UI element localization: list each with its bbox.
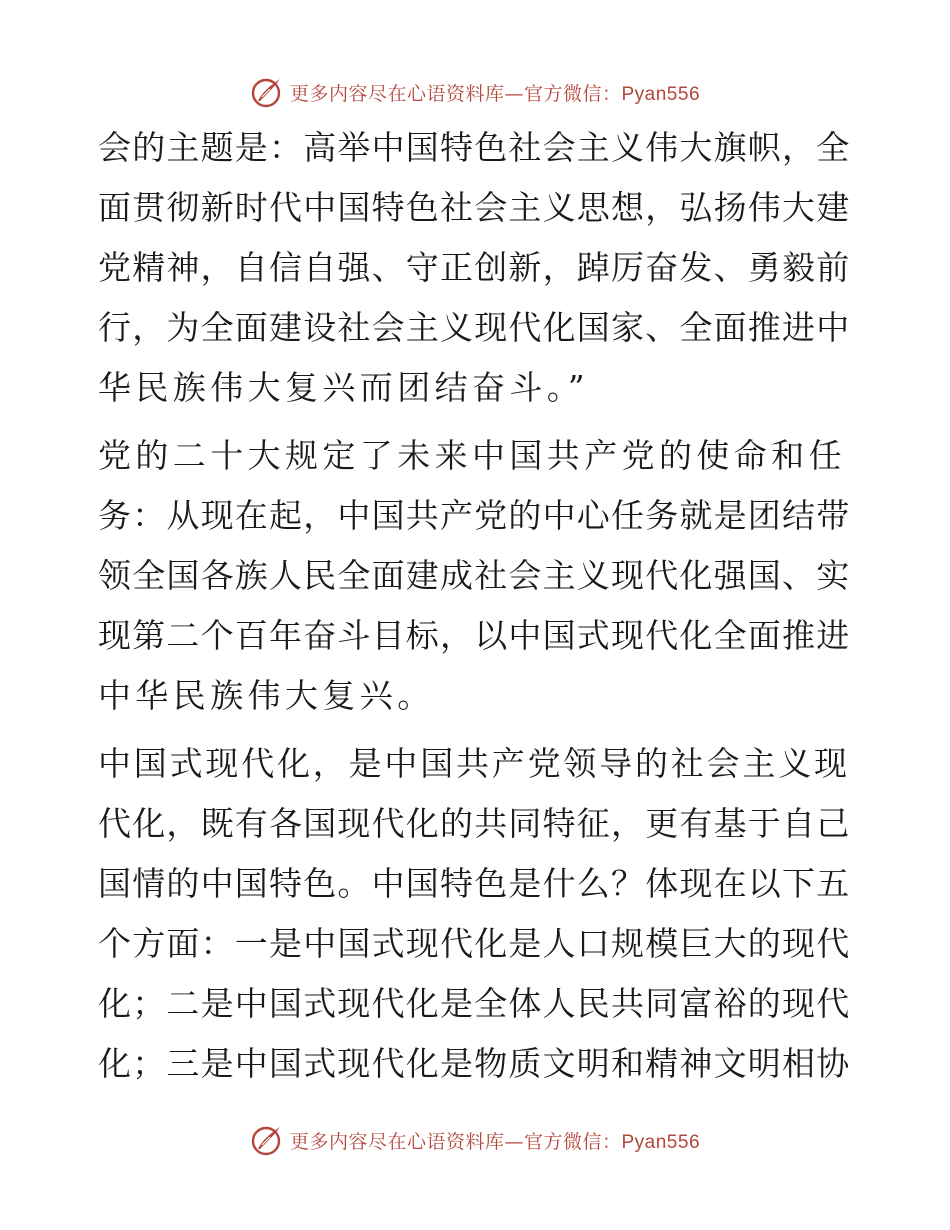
text-line: 代化，既有各国现代化的共同特征，更有基于自己 — [98, 804, 851, 843]
text-line: 行，为全面建设社会主义现代化国家、全面推进中 — [98, 308, 851, 347]
footer-banner — [0, 1120, 950, 1160]
paragraph-3 — [98, 734, 850, 1094]
header-site-text: 更多内容尽在心语资料库—官方微信： — [289, 82, 622, 105]
header-banner — [0, 72, 950, 112]
document-body — [98, 118, 850, 1094]
quill-pen-logo-icon — [250, 1123, 284, 1157]
text-line: 国情的中国特色。中国特色是什么？体现在以下五 — [98, 864, 851, 903]
text-line: 会的主题是：高举中国特色社会主义伟大旗帜，全 — [98, 128, 851, 167]
text-line: 化；三是中国式现代化是物质文明和精神文明相协 — [98, 1044, 851, 1083]
footer-site-text: 更多内容尽在心语资料库—官方微信： — [289, 1130, 622, 1153]
text-line: 个方面：一是中国式现代化是人口规模巨大的现代 — [98, 924, 851, 963]
paragraph-1 — [98, 118, 850, 418]
text-line: 党的二十大规定了未来中国共产党的使命和任 — [98, 436, 846, 475]
text-line: 党精神，自信自强、守正创新，踔厉奋发、勇毅前 — [98, 248, 851, 287]
footer-banner-text — [290, 1127, 700, 1154]
text-line: 现第二个百年奋斗目标，以中国式现代化全面推进 — [98, 616, 851, 655]
quill-pen-logo-icon — [250, 75, 284, 109]
text-line: 务：从现在起，中国共产党的中心任务就是团结带 — [98, 496, 851, 535]
header-banner-text — [290, 79, 700, 106]
text-line: 中国式现代化，是中国共产党领导的社会主义现 — [98, 744, 850, 783]
text-line: 华民族伟大复兴而团结奋斗。” — [98, 368, 589, 407]
text-line: 中华民族伟大复兴。 — [98, 676, 435, 715]
paragraph-spacer — [98, 726, 850, 734]
text-line: 化；二是中国式现代化是全体人民共同富裕的现代 — [98, 984, 851, 1023]
paragraph-2 — [98, 426, 850, 726]
text-line: 面贯彻新时代中国特色社会主义思想，弘扬伟大建 — [98, 188, 851, 227]
paragraph-spacer — [98, 418, 850, 426]
text-line: 领全国各族人民全面建成社会主义现代化强国、实 — [98, 556, 851, 595]
header-wechat-id: Pyan556 — [621, 83, 701, 105]
footer-wechat-id: Pyan556 — [621, 1131, 701, 1153]
